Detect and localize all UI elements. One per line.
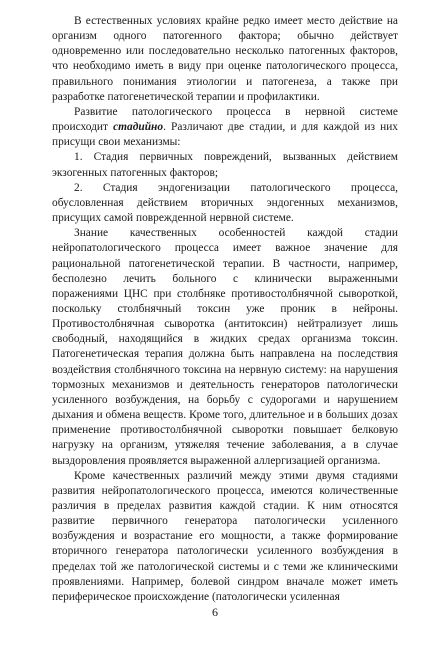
paragraph-quantitative: Кроме качественных различий между этими двумя стадиями развития нейропатологического процесса, имеются количественные различия в пределах развития каждой стадии. К ним относятся развитие первичного генератора патологически усиленного возбуждения и возрастание его мощности, а также формирование вторичного генератора патологически усиленного возбуждения в пределах той же патологической системы и с теми же клиническими проявлениями. Например, болевой синдром вначале может иметь периферическое происхождение (патологически усиленная [52, 469, 398, 603]
page-body [52, 14, 398, 605]
stages-intro-before: Развитие патологического процесса в нервной системе происходит [52, 105, 398, 134]
emphasis-stadiyno: стадийно [113, 121, 164, 134]
list-item-stage-2: 2. Стадия эндогенизации патологического процесса, обусловленная действием вторичных эндогенных механизмов, присущих самой поврежденной нервной системе. [52, 181, 398, 225]
paragraph-intro: В естественных условиях крайне редко имеет место действие на организм одного патогенного фактора; обычно действует одновременно или последовательно несколько патогенных факторов, что необходимо иметь в виду при оценке патологического процесса, правильного понимания этиологии и патогенеза, а также при разработке патогенетической терапии и профилактики. [52, 15, 398, 103]
paragraph-tetanus: Знание качественных особенностей каждой стадии нейропатологического процесса имеет важное значение для рациональной патогенетической терапии. В частности, например, бесполезно лечить больного с клинически выраженными поражениями ЦНС при столбняке противостолбнячной сывороткой, поскольку столбнячный токсин уже проник в нейроны. Противостолбнячная сыворотка (антитоксин) нейтрализует лишь свободный, находящийся в жидких средах организма токсин. Патогенетическая терапия должна быть направлена на последствия воздействия столбнячного токсина на нервную систему: на нарушения тормозных механизмов и деятельность генераторов патологически усиленного возбуждения, на борьбу с судорогами и нарушением дыхания и обмена веществ. Кроме того, длительное и в больших дозах применение противостолбнячной сыворотки повышает белковую нагрузку на организм, утяжеляя течение заболевания, а в случае выздоровления проявляется выраженной аллергизацией организма. [52, 227, 398, 467]
list-item-stage-1: 1. Стадия первичных повреждений, вызванных действием экзогенных патогенных факторов; [52, 151, 398, 179]
page-number: 6 [212, 605, 218, 619]
paragraph-stages-intro [52, 105, 398, 150]
stages-intro-after: . Различают две стадии, и для каждой из них присущи свои механизмы: [52, 121, 398, 149]
